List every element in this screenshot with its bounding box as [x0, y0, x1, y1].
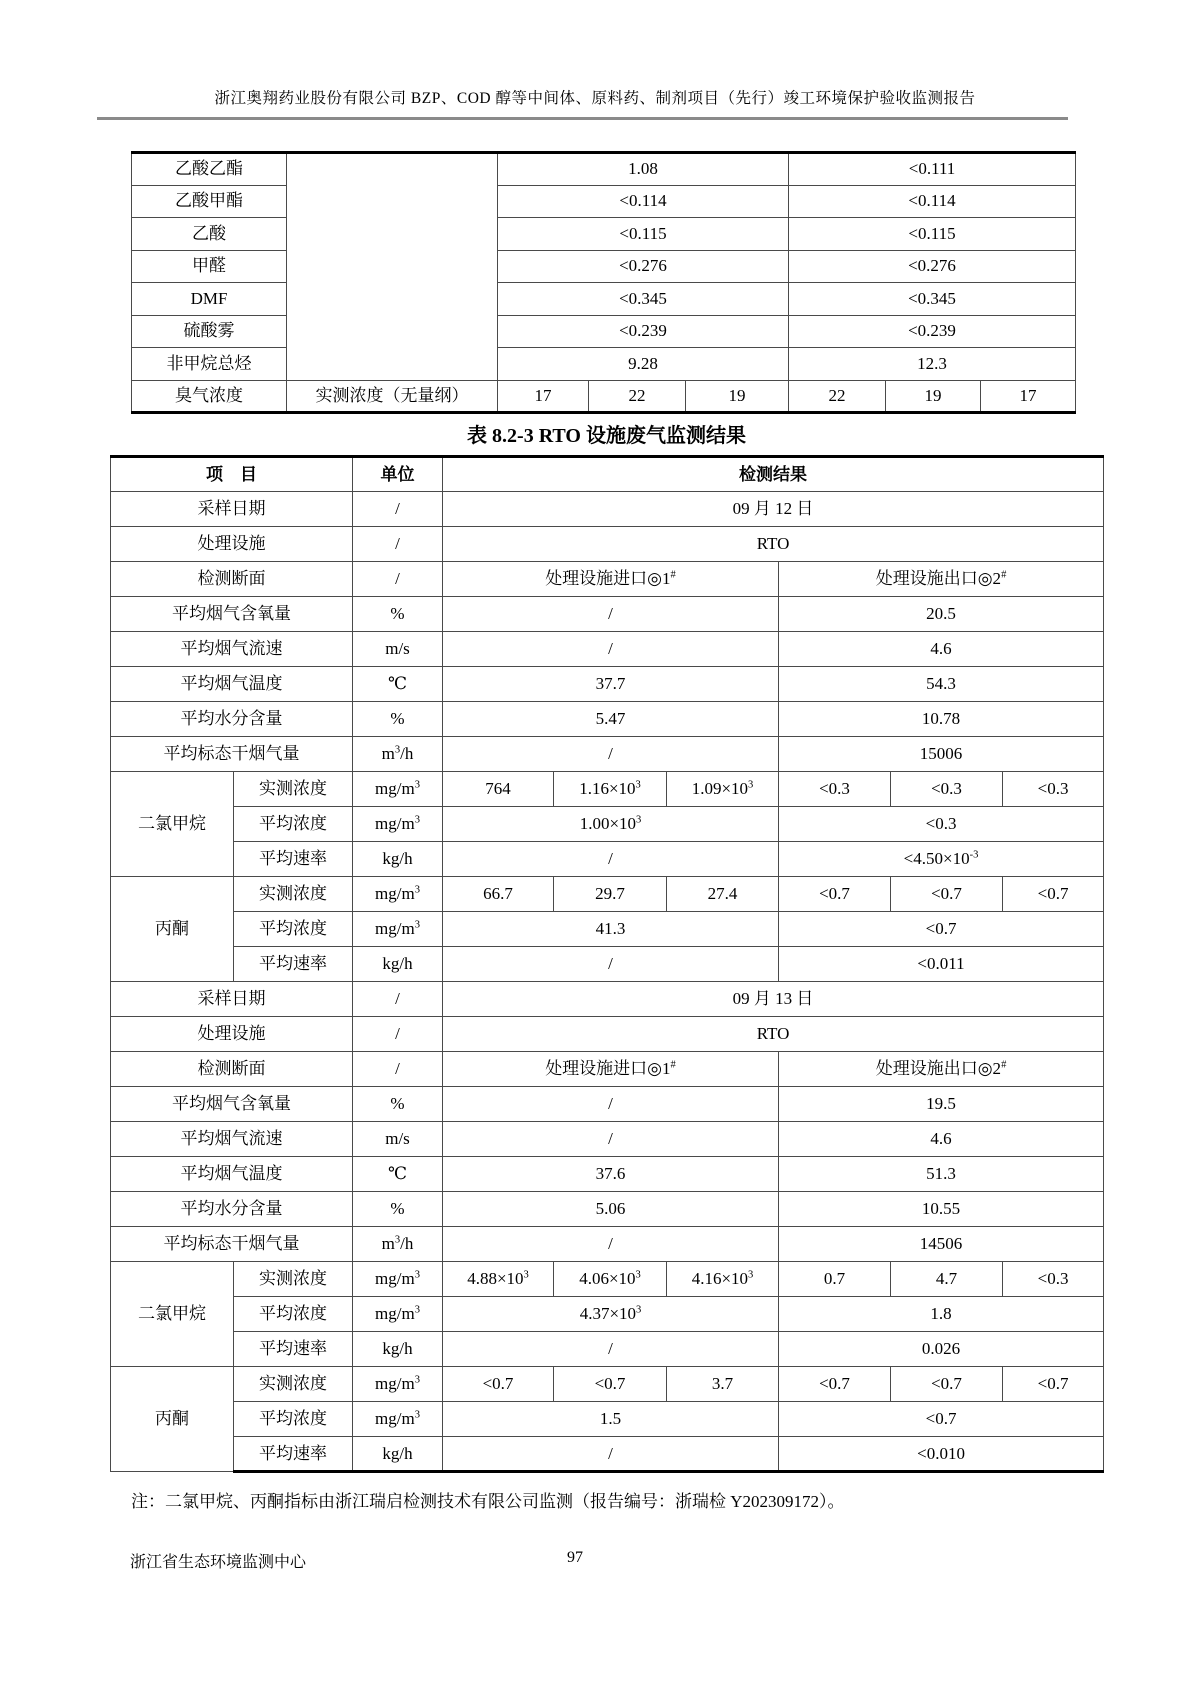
table-row	[111, 1227, 1104, 1262]
table-cell: 4.6	[779, 1122, 1104, 1157]
table-cell: 20.5	[779, 597, 1104, 632]
table-cell: 处理设施出口◎2#	[779, 562, 1104, 597]
footer-page-number: 97	[567, 1549, 583, 1566]
table-row	[111, 947, 1104, 982]
table-cell: 5.06	[443, 1192, 779, 1227]
table-cell: $<4.50\times 10^{-3}$	[779, 842, 1104, 877]
table-cell: 66.7	[443, 877, 554, 912]
table-header-cell: 项 目	[111, 457, 353, 492]
table-cell: <0.7	[891, 1367, 1003, 1402]
table-cell: 10.78	[779, 702, 1104, 737]
table-cell: <0.011	[779, 947, 1104, 982]
table-cell: <0.7	[1003, 877, 1104, 912]
table-cell: 3.7	[667, 1367, 779, 1402]
table-cell: <0.7	[554, 1367, 667, 1402]
continued-emissions-table-body	[132, 153, 1076, 413]
table-row	[111, 1437, 1104, 1472]
table-cell: <0.239	[498, 315, 789, 348]
page-header-title: 浙江奥翔药业股份有限公司 BZP、COD 醇等中间体、原料药、制剂项目（先行）竣工环境保护验收监测报告	[214, 90, 976, 107]
table-row	[111, 492, 1104, 527]
table-cell: /	[443, 1437, 779, 1472]
table-cell: /	[443, 597, 779, 632]
table-cell: <0.345	[498, 283, 789, 316]
header-rule	[97, 117, 1068, 120]
table-cell: %	[353, 1087, 443, 1122]
table-cell: $4.37\times 10^3$	[443, 1297, 779, 1332]
table-row	[111, 1087, 1104, 1122]
table-cell: DMF	[132, 283, 287, 316]
table-cell: $mg/m^3$	[353, 807, 443, 842]
table-row	[132, 315, 1076, 348]
table-cell: 5.47	[443, 702, 779, 737]
table-cell: <0.114	[789, 185, 1076, 218]
table-cell: $1.16\times 10^3$	[554, 772, 667, 807]
rto-monitoring-table-wrap	[110, 455, 1104, 1473]
table-cell: <0.115	[498, 218, 789, 251]
table-cell: m/s	[353, 632, 443, 667]
table-cell: $4.06\times 10^3$	[554, 1262, 667, 1297]
table-row	[111, 1402, 1104, 1437]
table-row	[111, 1367, 1104, 1402]
table-cell: kg/h	[353, 947, 443, 982]
table-cell: /	[443, 842, 779, 877]
table-cell: <0.7	[779, 877, 891, 912]
table-cell: 乙酸乙酯	[132, 153, 287, 186]
table-row	[111, 737, 1104, 772]
table-cell: /	[443, 1332, 779, 1367]
table-row	[111, 772, 1104, 807]
table-cell: 平均浓度	[234, 807, 353, 842]
table-cell: 0.7	[779, 1262, 891, 1297]
table-cell: 采样日期	[111, 492, 353, 527]
table-cell: 平均速率	[234, 1437, 353, 1472]
table-cell: <0.7	[891, 877, 1003, 912]
table-cell: 检测断面	[111, 562, 353, 597]
table-cell: <0.7	[1003, 1367, 1104, 1402]
footer-organization: 浙江省生态环境监测中心	[130, 1554, 307, 1571]
table-row	[111, 1192, 1104, 1227]
table-cell: <0.7	[779, 912, 1104, 947]
table-cell: 平均浓度	[234, 912, 353, 947]
table-row	[132, 153, 1076, 186]
table-cell: RTO	[443, 527, 1104, 562]
table-cell: 平均烟气温度	[111, 1157, 353, 1192]
table-cell: 平均烟气流速	[111, 1122, 353, 1157]
table-cell: /	[443, 1122, 779, 1157]
table-cell: /	[353, 492, 443, 527]
table-cell: m/s	[353, 1122, 443, 1157]
table-cell: $1.09\times 10^3$	[667, 772, 779, 807]
table-cell: 22	[589, 380, 686, 413]
table-cell: <0.3	[779, 807, 1104, 842]
table-cell: /	[443, 737, 779, 772]
table-cell: 处理设施	[111, 527, 353, 562]
table-cell: $m^3/h$	[353, 737, 443, 772]
table-cell: /	[443, 632, 779, 667]
table-cell: 12.3	[789, 348, 1076, 381]
table-cell: 09 月 13 日	[443, 982, 1104, 1017]
table-cell: 41.3	[443, 912, 779, 947]
table-cell: 37.6	[443, 1157, 779, 1192]
table-cell: %	[353, 1192, 443, 1227]
table-cell: /	[353, 982, 443, 1017]
table-row	[111, 877, 1104, 912]
table-cell: 17	[981, 380, 1076, 413]
table-cell: kg/h	[353, 1332, 443, 1367]
table-cell: 乙酸甲酯	[132, 185, 287, 218]
table-cell: 19	[686, 380, 789, 413]
table-row	[132, 380, 1076, 413]
table-cell: <0.276	[498, 250, 789, 283]
table-row	[111, 1052, 1104, 1087]
table-cell: 实测浓度（无量纲）	[287, 380, 498, 413]
table-cell: $mg/m^3$	[353, 1367, 443, 1402]
table-cell: <0.3	[779, 772, 891, 807]
table-cell: 29.7	[554, 877, 667, 912]
table-cell: 丙酮	[111, 877, 234, 982]
table-cell: 0.026	[779, 1332, 1104, 1367]
table-cell: 处理设施	[111, 1017, 353, 1052]
table-cell: /	[443, 947, 779, 982]
table-row	[111, 842, 1104, 877]
table-cell: <0.7	[443, 1367, 554, 1402]
table-cell: 臭气浓度	[132, 380, 287, 413]
table-cell: 15006	[779, 737, 1104, 772]
table-row	[111, 632, 1104, 667]
table-cell: 09 月 12 日	[443, 492, 1104, 527]
table-cell: 4.6	[779, 632, 1104, 667]
table-row	[111, 562, 1104, 597]
table-cell: $1.00\times 10^3$	[443, 807, 779, 842]
table-row	[111, 1157, 1104, 1192]
table-row	[111, 527, 1104, 562]
table-cell: 1.5	[443, 1402, 779, 1437]
table-cell: kg/h	[353, 842, 443, 877]
table-cell: $mg/m^3$	[353, 877, 443, 912]
table-cell: /	[353, 527, 443, 562]
table-cell: 764	[443, 772, 554, 807]
table-cell: %	[353, 702, 443, 737]
table-cell: 17	[498, 380, 589, 413]
table-cell: 实测浓度	[234, 1367, 353, 1402]
table-row	[111, 457, 1104, 492]
table-cell: 27.4	[667, 877, 779, 912]
table-row	[132, 283, 1076, 316]
table-cell: 1.08	[498, 153, 789, 186]
table-cell: 平均浓度	[234, 1297, 353, 1332]
table-cell: 平均烟气含氧量	[111, 1087, 353, 1122]
table-cell: <0.276	[789, 250, 1076, 283]
table-row	[111, 1017, 1104, 1052]
table-row	[111, 912, 1104, 947]
table-header-cell: 检测结果	[443, 457, 1104, 492]
table-row	[111, 982, 1104, 1017]
table-cell	[287, 153, 498, 381]
table-cell: 二氯甲烷	[111, 1262, 234, 1367]
table-cell: 19	[886, 380, 981, 413]
table-cell: $4.88\times 10^3$	[443, 1262, 554, 1297]
table-title: 表 8.2-3 RTO 设施废气监测结果	[467, 425, 746, 447]
table-cell: 51.3	[779, 1157, 1104, 1192]
table-note: 注：二氯甲烷、丙酮指标由浙江瑞启检测技术有限公司监测（报告编号：浙瑞检 Y202309172）。	[131, 1492, 845, 1511]
table-row	[111, 1297, 1104, 1332]
table-cell: <0.7	[779, 1367, 891, 1402]
table-cell: 1.8	[779, 1297, 1104, 1332]
table-cell: 处理设施进口◎1#	[443, 1052, 779, 1087]
table-cell: <0.010	[779, 1437, 1104, 1472]
table-cell: 平均速率	[234, 947, 353, 982]
table-cell: 非甲烷总烃	[132, 348, 287, 381]
table-cell: 14506	[779, 1227, 1104, 1262]
table-cell: <0.111	[789, 153, 1076, 186]
table-cell: <0.7	[779, 1402, 1104, 1437]
table-row	[132, 218, 1076, 251]
table-cell: 甲醛	[132, 250, 287, 283]
table-row	[111, 807, 1104, 842]
table-row	[111, 597, 1104, 632]
table-cell: ℃	[353, 1157, 443, 1192]
table-cell: 54.3	[779, 667, 1104, 702]
table-row	[111, 1332, 1104, 1367]
table-cell: 平均速率	[234, 1332, 353, 1367]
table-cell: %	[353, 597, 443, 632]
table-cell: ℃	[353, 667, 443, 702]
table-cell: 4.7	[891, 1262, 1003, 1297]
table-cell: 平均标态干烟气量	[111, 737, 353, 772]
table-row	[111, 667, 1104, 702]
table-cell: /	[353, 1017, 443, 1052]
table-cell: 平均烟气含氧量	[111, 597, 353, 632]
table-cell: 硫酸雾	[132, 315, 287, 348]
table-cell: 实测浓度	[234, 877, 353, 912]
table-cell: 处理设施出口◎2#	[779, 1052, 1104, 1087]
table-cell: /	[353, 562, 443, 597]
table-cell: /	[443, 1087, 779, 1122]
table-cell: 平均标态干烟气量	[111, 1227, 353, 1262]
table-cell: 19.5	[779, 1087, 1104, 1122]
continued-emissions-table-wrap	[131, 151, 1076, 414]
table-cell: <0.115	[789, 218, 1076, 251]
table-row	[111, 1262, 1104, 1297]
table-cell: 实测浓度	[234, 1262, 353, 1297]
table-cell: kg/h	[353, 1437, 443, 1472]
rto-monitoring-table-body	[111, 457, 1104, 1472]
table-cell: 平均浓度	[234, 1402, 353, 1437]
table-cell: $mg/m^3$	[353, 1262, 443, 1297]
table-cell: 平均速率	[234, 842, 353, 877]
table-cell: 实测浓度	[234, 772, 353, 807]
table-cell: $4.16\times 10^3$	[667, 1262, 779, 1297]
table-row	[132, 250, 1076, 283]
table-cell: 乙酸	[132, 218, 287, 251]
table-cell: 丙酮	[111, 1367, 234, 1472]
table-cell: RTO	[443, 1017, 1104, 1052]
table-cell: 9.28	[498, 348, 789, 381]
table-cell: 37.7	[443, 667, 779, 702]
table-cell: /	[443, 1227, 779, 1262]
table-cell: 平均烟气温度	[111, 667, 353, 702]
table-cell: /	[353, 1052, 443, 1087]
table-cell: 10.55	[779, 1192, 1104, 1227]
table-cell: $mg/m^3$	[353, 772, 443, 807]
table-cell: <0.3	[891, 772, 1003, 807]
table-cell: <0.3	[1003, 1262, 1104, 1297]
table-cell: <0.114	[498, 185, 789, 218]
table-cell: 22	[789, 380, 886, 413]
table-row	[132, 185, 1076, 218]
table-cell: $mg/m^3$	[353, 1402, 443, 1437]
table-row	[132, 348, 1076, 381]
table-cell: 平均烟气流速	[111, 632, 353, 667]
table-cell: 平均水分含量	[111, 702, 353, 737]
table-cell: <0.3	[1003, 772, 1104, 807]
table-cell: 处理设施进口◎1#	[443, 562, 779, 597]
table-row	[111, 702, 1104, 737]
table-cell: 二氯甲烷	[111, 772, 234, 877]
continued-emissions-table	[131, 151, 1076, 414]
table-cell: 采样日期	[111, 982, 353, 1017]
table-row	[111, 1122, 1104, 1157]
table-cell: <0.345	[789, 283, 1076, 316]
table-cell: <0.239	[789, 315, 1076, 348]
rto-monitoring-table	[110, 455, 1104, 1473]
table-cell: 平均水分含量	[111, 1192, 353, 1227]
table-header-cell: 单位	[353, 457, 443, 492]
table-cell: $mg/m^3$	[353, 1297, 443, 1332]
table-cell: 检测断面	[111, 1052, 353, 1087]
table-cell: $mg/m^3$	[353, 912, 443, 947]
table-cell: $m^3/h$	[353, 1227, 443, 1262]
